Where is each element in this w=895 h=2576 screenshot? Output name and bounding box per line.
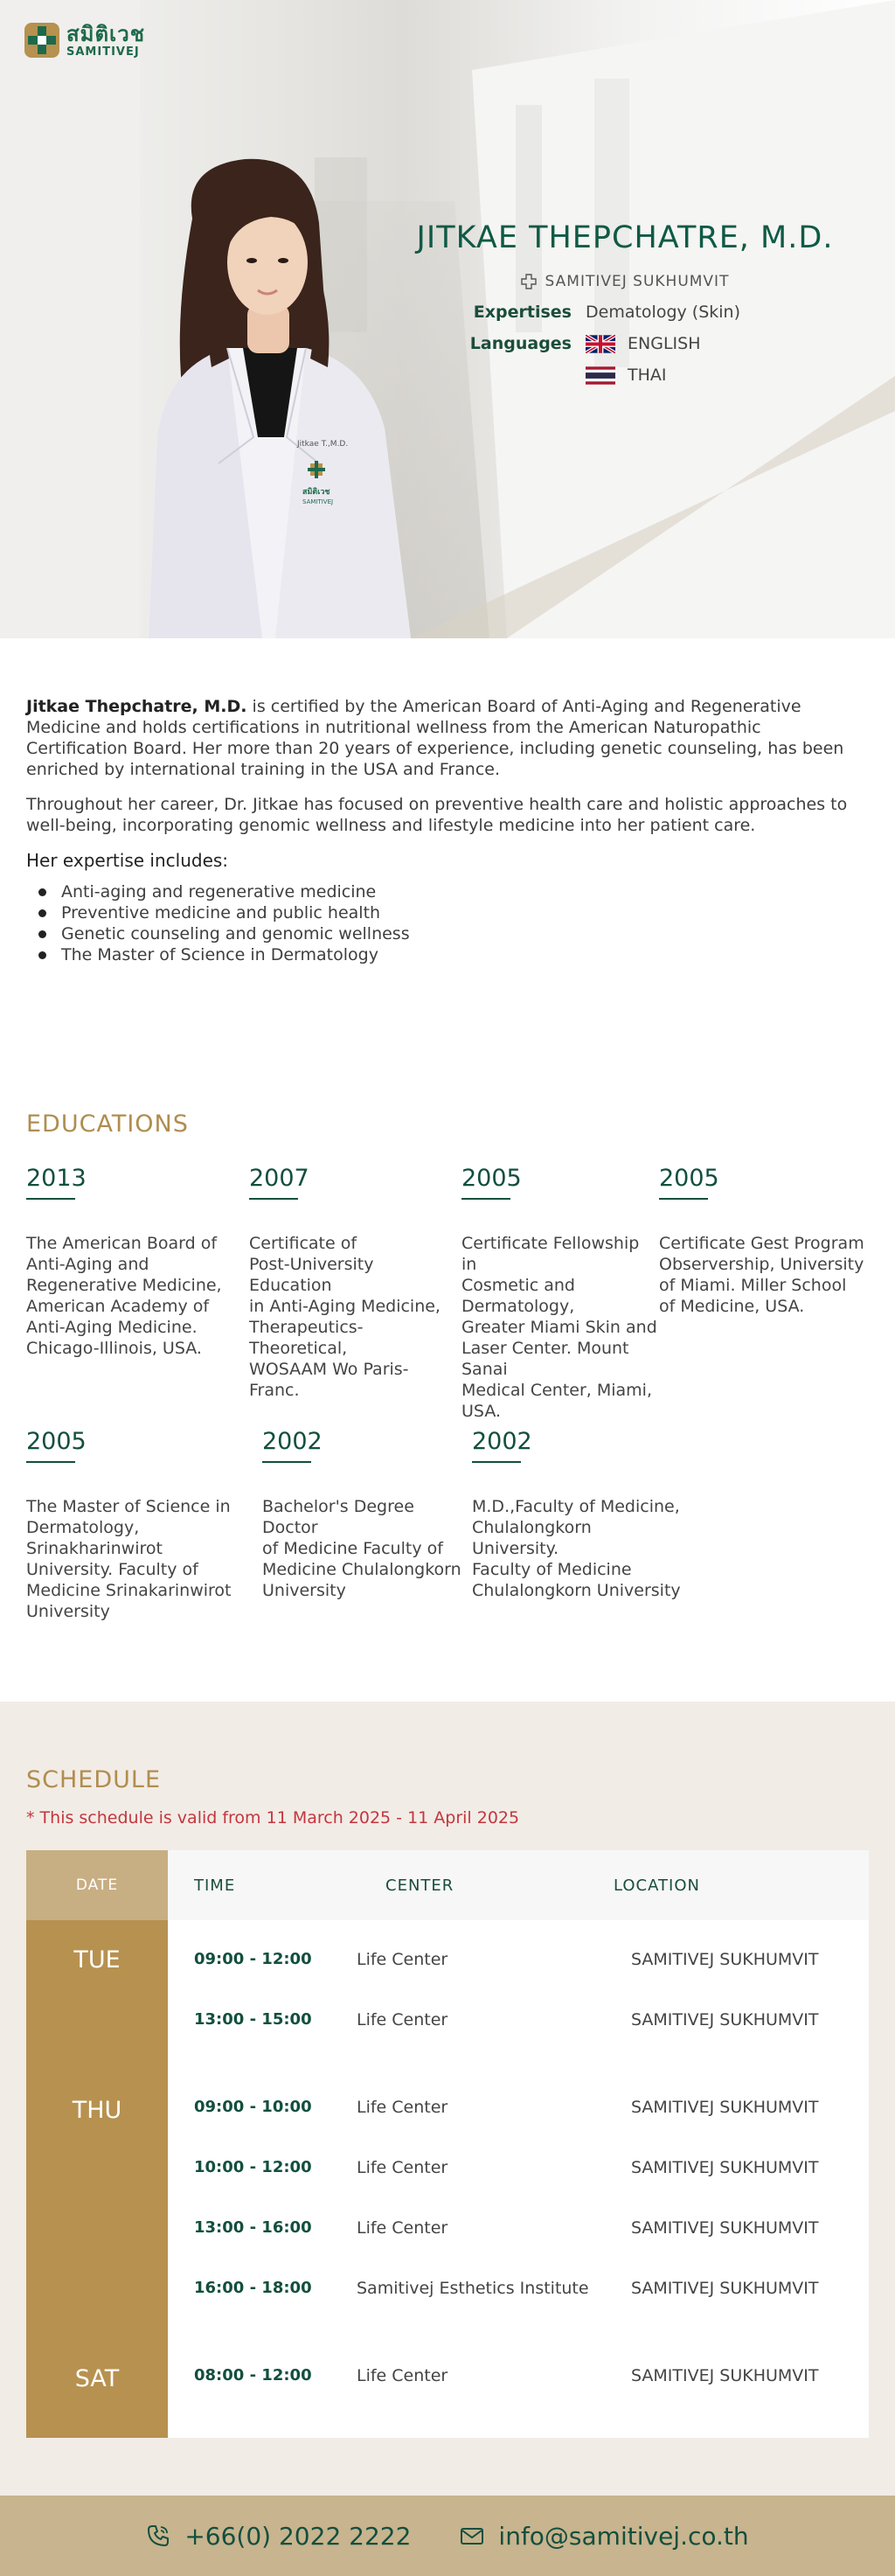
day-column <box>26 1920 168 2438</box>
expertise-value: Dematology (Skin) <box>586 303 741 322</box>
schedule-section-title: SCHEDULE <box>26 1766 162 1793</box>
thai-flag-icon <box>586 366 615 385</box>
doctor-hospital <box>411 273 839 290</box>
day-label-tue: TUE <box>73 1946 121 1974</box>
expertise-list-item: Preventive medicine and public health <box>37 902 851 923</box>
hospital-name: SAMITIVEJ SUKHUMVIT <box>545 273 730 290</box>
slot-time: 10:00 - 12:00 <box>194 2158 312 2176</box>
doctor-info <box>411 220 839 385</box>
slot-time: 09:00 - 12:00 <box>194 1950 312 1968</box>
education-item <box>249 1165 450 1401</box>
slot-center: Life Center <box>357 2010 448 2029</box>
schedule-section <box>0 1702 895 2496</box>
slot-center: Life Center <box>357 2158 448 2177</box>
slot-time: 13:00 - 15:00 <box>194 2010 312 2029</box>
phone-number: +66(0) 2022 2222 <box>184 2521 412 2551</box>
schedule-row <box>168 2359 869 2394</box>
schedule-row <box>168 2091 869 2126</box>
contact-footer <box>0 2496 895 2576</box>
phone-link[interactable] <box>146 2522 411 2551</box>
slot-time: 13:00 - 16:00 <box>194 2218 312 2237</box>
expertise-heading: Her expertise includes: <box>26 850 229 871</box>
education-description: Certificate Fellowship in Cosmetic and Dermatology, Greater Miami Skin and Laser Center. Mount Sanai Medical Center, Miami, USA. <box>461 1234 657 1421</box>
education-year: 2005 <box>461 1168 522 1194</box>
education-year: 2005 <box>26 1431 87 1458</box>
languages-label: Languages <box>469 334 572 353</box>
education-year: 2007 <box>249 1168 309 1194</box>
center-column-header: CENTER <box>385 1876 454 1895</box>
bio-paragraph-1-text: is certified by the American Board of Anti-Aging and Regenerative Medicine and holds certifications in nutritional wellness from the American Naturopathic Certification Board. Her more than 20 years of experience, including genetic counseling, has been enriched by international training in the USA and France. <box>26 697 844 779</box>
schedule-row <box>168 2003 869 2038</box>
education-section-title: EDUCATIONS <box>26 1110 189 1138</box>
coat-logo-en: SAMITIVEJ <box>302 498 334 505</box>
slot-center: Life Center <box>357 2218 448 2238</box>
slot-center: Life Center <box>357 2366 448 2385</box>
education-item <box>262 1428 463 1601</box>
schedule-row <box>168 2211 869 2246</box>
email-address: info@samitivej.co.th <box>498 2521 749 2551</box>
slot-location: SAMITIVEJ SUKHUMVIT <box>631 2098 819 2117</box>
language-item <box>586 334 700 353</box>
hospital-cross-icon <box>521 274 537 289</box>
schedule-row <box>168 1943 869 1978</box>
education-item <box>26 1165 227 1359</box>
slot-center: Samitivej Esthetics Institute <box>357 2279 589 2298</box>
bio-paragraph-2: Throughout her career, Dr. Jitkae has focused on preventive health care and holistic approaches to well-being, incorporating genomic wellness and lifestyle medicine into her patient care. <box>26 795 848 835</box>
schedule-validity-note: * This schedule is valid from 11 March 2025 - 11 April 2025 <box>26 1808 520 1828</box>
education-year: 2013 <box>26 1168 87 1194</box>
expertise-list-item: The Master of Science in Dermatology <box>37 944 851 965</box>
languages-list <box>586 334 700 385</box>
uk-flag-icon <box>586 335 615 353</box>
doctor-biography <box>26 696 851 965</box>
doctor-portrait-image <box>131 149 446 638</box>
education-description: Certificate of Post-University Education in Anti-Aging Medicine, Therapeutics- Theoretical, WOSAAM Wo Paris- Franc. <box>249 1234 441 1400</box>
slot-location: SAMITIVEJ SUKHUMVIT <box>631 2010 819 2029</box>
schedule-row <box>168 2151 869 2186</box>
logo-english-text: SAMITIVEJ <box>66 45 140 59</box>
phone-icon <box>146 2524 170 2548</box>
slot-location: SAMITIVEJ SUKHUMVIT <box>631 2218 819 2238</box>
samitivej-logo[interactable] <box>24 23 145 58</box>
slot-location: SAMITIVEJ SUKHUMVIT <box>631 2279 819 2298</box>
education-description: Bachelor's Degree Doctor of Medicine Faculty of Medicine Chulalongkorn University <box>262 1497 461 1600</box>
samitivej-cross-logo-icon <box>24 23 59 58</box>
expertise-list-item: Genetic counseling and genomic wellness <box>37 923 851 944</box>
slot-time: 09:00 - 10:00 <box>194 2098 312 2116</box>
education-item <box>26 1428 236 1622</box>
bio-paragraph-1 <box>26 696 851 780</box>
day-label-thu: THU <box>72 2097 122 2124</box>
language-item <box>586 366 700 385</box>
day-label-sat: SAT <box>74 2365 120 2392</box>
slot-time: 16:00 - 18:00 <box>194 2279 312 2297</box>
coat-name-embroidery: Jitkae T.,M.D. <box>297 440 349 449</box>
bio-doctor-name: Jitkae Thepchatre, M.D. <box>26 697 247 716</box>
education-description: Certificate Gest Program Observership, University of Miami. Miller School of Medicine, USA. <box>659 1234 864 1316</box>
doctor-hero <box>0 0 895 638</box>
slot-location: SAMITIVEJ SUKHUMVIT <box>631 1950 819 1969</box>
slot-center: Life Center <box>357 2098 448 2117</box>
languages-row <box>411 334 839 385</box>
education-item <box>472 1428 682 1601</box>
schedule-table <box>26 1850 869 2438</box>
email-link[interactable] <box>460 2522 748 2551</box>
expertise-list <box>26 881 851 965</box>
education-description: The Master of Science in Dermatology, Srinakharinwirot University. Faculty of Medicine Srinakarinwirot University <box>26 1497 232 1621</box>
date-column-header: DATE <box>26 1850 168 1920</box>
slot-center: Life Center <box>357 1950 448 1969</box>
coat-logo-thai: สมิติเวช <box>302 488 330 497</box>
education-description: The American Board of Anti-Aging and Regenerative Medicine, American Academy of Anti-Aging Medicine. Chicago-Illinois, USA. <box>26 1234 222 1358</box>
slot-time: 08:00 - 12:00 <box>194 2366 312 2385</box>
education-year: 2002 <box>262 1431 323 1458</box>
education-year: 2005 <box>659 1168 719 1194</box>
slot-location: SAMITIVEJ SUKHUMVIT <box>631 2366 819 2385</box>
email-icon <box>460 2524 484 2548</box>
doctor-name: JITKAE THEPCHATRE, M.D. <box>416 220 834 255</box>
time-column-header: TIME <box>194 1876 236 1895</box>
expertise-list-item: Anti-aging and regenerative medicine <box>37 881 851 902</box>
schedule-row <box>168 2272 869 2307</box>
location-column-header: LOCATION <box>614 1876 700 1895</box>
education-item <box>659 1165 869 1317</box>
education-year: 2002 <box>472 1431 532 1458</box>
education-item <box>461 1165 658 1422</box>
slot-location: SAMITIVEJ SUKHUMVIT <box>631 2158 819 2177</box>
expertise-label: Expertises <box>473 303 572 322</box>
language-name: ENGLISH <box>628 334 701 353</box>
logo-thai-text: สมิติเวช <box>66 21 146 46</box>
language-name: THAI <box>628 366 667 385</box>
education-description: M.D.,Faculty of Medicine, Chulalongkorn University. Faculty of Medicine Chulalongkorn University <box>472 1497 681 1600</box>
expertise-row <box>411 303 839 322</box>
schedule-table-header <box>26 1850 869 1920</box>
